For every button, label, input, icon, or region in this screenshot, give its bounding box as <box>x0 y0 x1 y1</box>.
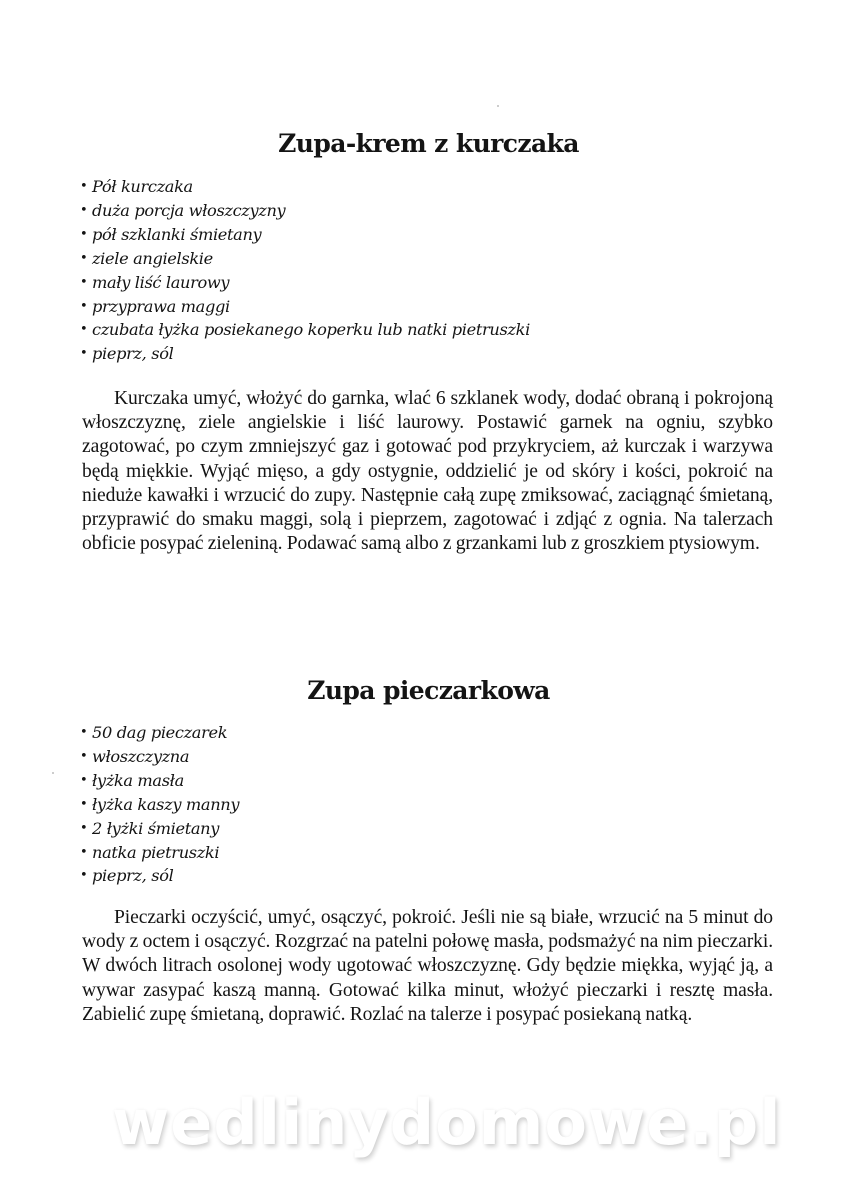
ingredient-item <box>80 175 530 199</box>
recipe-title: Zupa-krem z kurczaka <box>278 129 579 158</box>
ingredient-item <box>80 745 239 769</box>
bullet-icon: • <box>80 772 88 788</box>
ingredient-text: włoszczyzna <box>92 746 190 766</box>
ingredient-text: czubata łyżka posiekanego koperku lub natki pietruszki <box>92 320 530 340</box>
ingredient-text: mały liść laurowy <box>92 272 230 292</box>
bullet-icon: • <box>80 820 88 836</box>
ingredient-list <box>80 175 530 366</box>
watermark: wedlinydomowe.pl <box>112 1086 782 1159</box>
bullet-icon: • <box>80 202 88 218</box>
ingredient-list <box>80 721 239 888</box>
ingredient-item <box>80 271 530 295</box>
recipe-instructions: Pieczarki oczyścić, umyć, osączyć, pokroić. Jeśli nie są białe, wrzucić na 5 minut do wody z octem i osączyć. Rozgrzać na patelni połowę masła, podsmażyć na nim pieczarki. W dwóch litrach osolonej wody ugotować włoszczyznę. Gdy będzie miękka, wyjąć ją, a wywar zasypać kaszą manną. Gotować kilka minut, włożyć pieczarki i resztę masła. Zabielić zupę śmietaną, doprawić. Rozlać na talerze i posypać posiekaną natką. <box>82 907 773 1025</box>
ingredient-item <box>80 817 239 841</box>
bullet-icon: • <box>80 322 88 338</box>
bullet-icon: • <box>80 748 88 764</box>
ingredient-text: łyżka masła <box>92 770 184 790</box>
ingredient-item <box>80 721 239 745</box>
ingredient-item <box>80 864 239 888</box>
ingredient-text: ziele angielskie <box>92 248 213 268</box>
ingredient-text: pół szklanki śmietany <box>92 224 262 244</box>
bullet-icon: • <box>80 725 88 740</box>
ingredient-item <box>80 247 530 271</box>
bullet-icon: • <box>80 179 88 194</box>
bullet-icon: • <box>80 226 88 242</box>
ingredient-item <box>80 342 530 366</box>
bullet-icon: • <box>80 298 88 314</box>
ingredient-text: pieprz, sól <box>92 866 174 886</box>
ingredient-item <box>80 199 530 223</box>
ingredient-item <box>80 841 239 865</box>
ingredient-text: przyprawa maggi <box>92 296 230 316</box>
bullet-icon: • <box>80 274 88 290</box>
recipe-title: Zupa pieczarkowa <box>307 676 550 705</box>
scan-speck <box>497 105 499 107</box>
bullet-icon: • <box>80 346 88 362</box>
ingredient-item <box>80 769 239 793</box>
bullet-icon: • <box>80 250 88 266</box>
ingredient-item <box>80 318 530 342</box>
bullet-icon: • <box>80 796 88 812</box>
ingredient-text: duża porcja włoszczyzny <box>92 200 286 220</box>
ingredient-text: łyżka kaszy manny <box>92 794 240 814</box>
ingredient-item <box>80 793 239 817</box>
scan-speck <box>52 772 54 774</box>
ingredient-text: pieprz, sól <box>92 344 174 364</box>
ingredient-text: Pół kurczaka <box>92 177 193 196</box>
ingredient-text: natka pietruszki <box>92 842 220 862</box>
bullet-icon: • <box>80 868 88 884</box>
ingredient-item <box>80 223 530 247</box>
bullet-icon: • <box>80 844 88 860</box>
ingredient-text: 50 dag pieczarek <box>92 723 228 742</box>
recipe-instructions: Kurczaka umyć, włożyć do garnka, wlać 6 szklanek wody, dodać obraną i pokrojoną włoszczyznę, ziele angielskie i liść laurowy. Postawić garnek na ogniu, szybko zagotować, po czym zmniejszyć gaz i gotować pod przykryciem, aż kurczak i warzywa będą miękkie. Wyjąć mięso, a gdy ostygnie, oddzielić je od skóry i kości, pokroić na nieduże kawałki i wrzucić do zupy. Następnie całą zupę zmiksować, zaciągnąć śmietaną, przyprawić do smaku maggi, solą i pieprzem, zagotować i zdjąć z ognia. Na talerzach obficie posypać zieleniną. Podawać samą albo z grzankami lub z groszkiem ptysiowym. <box>82 388 773 555</box>
ingredient-text: 2 łyżki śmietany <box>92 818 220 838</box>
ingredient-item <box>80 295 530 319</box>
